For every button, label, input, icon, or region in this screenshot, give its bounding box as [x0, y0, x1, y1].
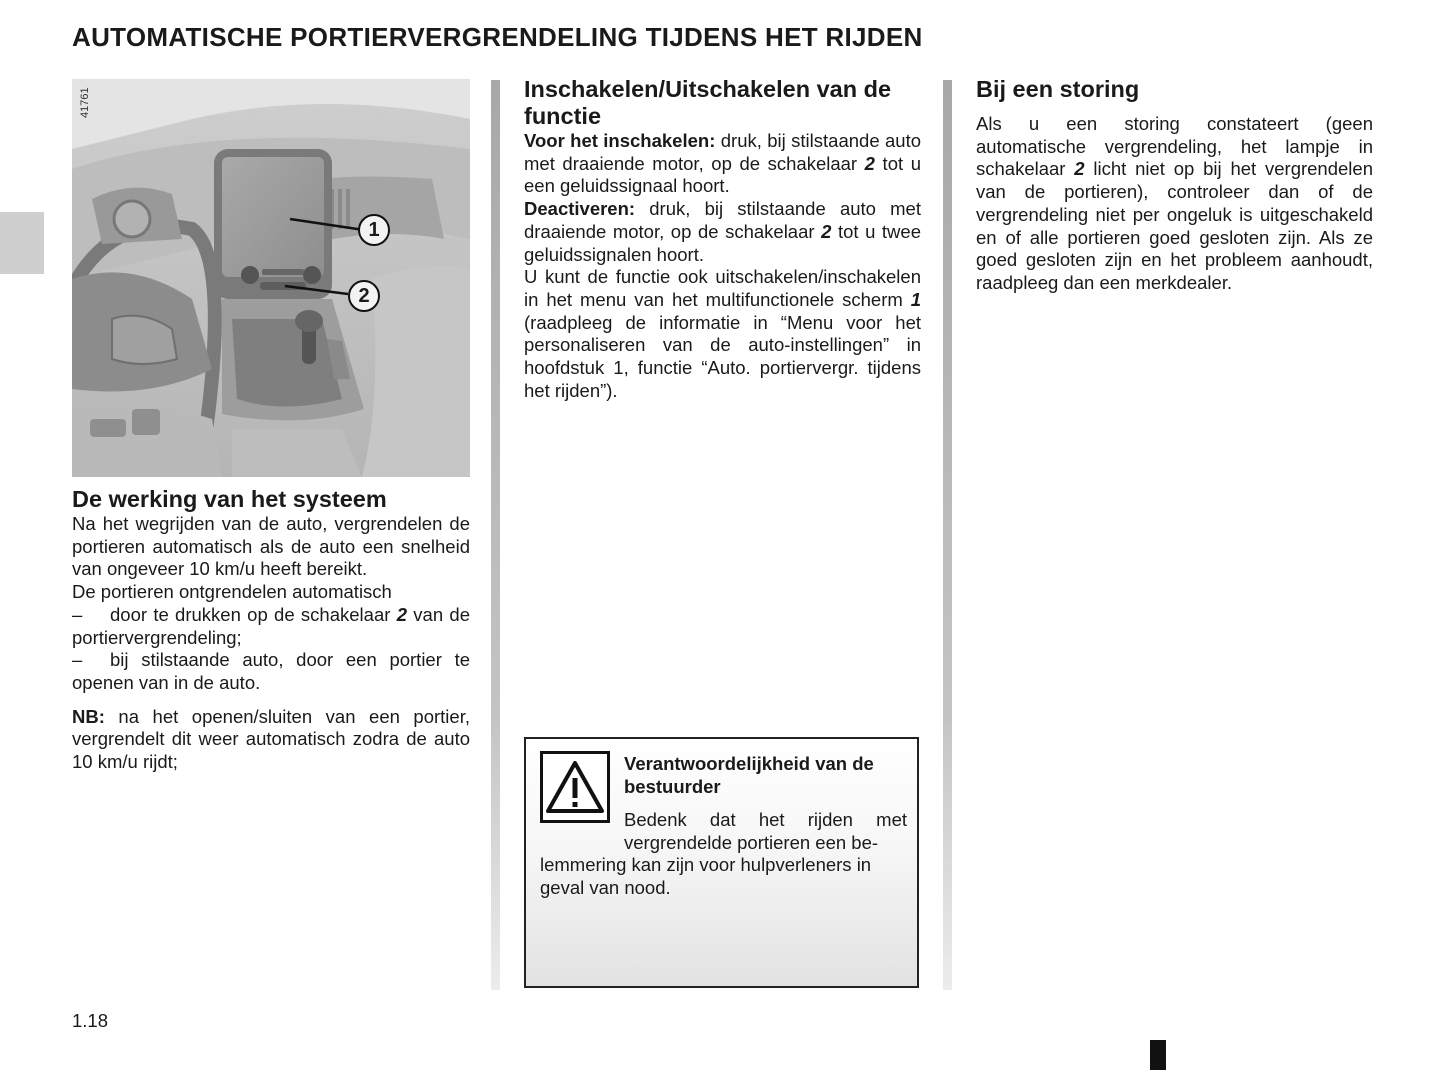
chapter-tab-marker [0, 212, 44, 274]
disable-text: tot u twee geluidssignalen hoort. [524, 220, 921, 265]
switch-reference: 2 [1074, 158, 1085, 180]
middle-column [524, 76, 921, 402]
dashboard-illustration [72, 79, 470, 477]
operation-paragraph: Na het wegrijden van de auto, vergrendelen de portieren automatisch als de auto een snelheid van ongeveer 10 km/u heeft bereikt. [72, 513, 470, 580]
enable-text: druk, bij stilstaande auto met draaiende motor, op de schakelaar [524, 130, 922, 174]
figure-code: 41761 [79, 87, 91, 118]
switch-reference: 2 [821, 220, 832, 242]
bullet-text: van de portiervergrendeling; [72, 603, 471, 648]
menu-text: U kunt de functie ook uitschakelen/inschakelen in het menu van het multifunctionele scherm [524, 266, 921, 310]
screen-reference: 1 [910, 288, 921, 310]
menu-paragraph [524, 266, 921, 402]
section-heading-toggle: Inschakelen/Uitschakelen van de functie [524, 76, 892, 129]
enable-paragraph [524, 130, 921, 198]
warning-body-rest: lemmering kan zijn voor hulpverleners in geval van nood. [540, 854, 872, 899]
column-divider-2 [943, 80, 952, 990]
callout-1: 1 [358, 214, 390, 246]
nb-text: na het openen/sluiten van een portier, vergrendelt dit weer automatisch zodra de auto 10 km/u rijdt; [72, 705, 470, 773]
callout-2: 2 [348, 280, 380, 312]
unlock-bullet-2 [72, 649, 470, 694]
section-heading-operation: De werking van het systeem [72, 486, 387, 512]
unlock-intro: De portieren ontgrendelen automatisch [72, 581, 392, 603]
switch-reference: 2 [396, 603, 407, 625]
disable-text: druk, bij stilstaande auto met draaiende motor, op de schakelaar [524, 198, 921, 242]
bullet-dash: – [72, 649, 83, 671]
enable-label: Voor het inschakelen: [524, 130, 716, 151]
fault-text: licht niet op bij het vergrendelen van de portieren), controleer dan of de vergrendeling niet per ongeluk is uitgeschakeld en of alle portieren goed gesloten zijn. Als ze goed gesloten zijn en het probleem aanhoudt, raadpleeg dan een merkdealer. [976, 158, 1373, 293]
fault-paragraph [976, 113, 1373, 295]
menu-text: (raadpleeg de informatie in “Menu voor het personaliseren van de auto-instellingen” in hoofdstuk 1, functie “Auto. portiervergr. tijdens het rijden”). [524, 311, 921, 401]
switch-reference: 2 [864, 152, 875, 174]
right-column [976, 76, 1373, 295]
unlock-bullet-1 [72, 604, 470, 649]
nb-label: NB: [72, 705, 105, 727]
enable-text: tot u een geluidssignaal hoort. [524, 152, 921, 197]
warning-body [540, 809, 907, 900]
bullet-text: bij stilstaande auto, door een portier te openen van in de auto. [72, 649, 470, 693]
warning-title: Verantwoordelijkheid van de bestuurder [624, 753, 874, 797]
fault-text: Als u een storing constateert (geen automatische vergrendeling, het lampje in schakelaar [976, 113, 1373, 180]
section-heading-fault: Bij een storing [976, 76, 1140, 102]
column-divider-1 [491, 80, 500, 990]
bullet-dash: – [72, 603, 83, 625]
dashboard-drawing [72, 79, 470, 477]
left-column [72, 486, 470, 774]
warning-body-lead: Bedenk dat het rijden met vergrendelde portieren een be- [624, 809, 907, 853]
page-title: AUTOMATISCHE PORTIERVERGRENDELING TIJDENS HET RIJDEN [72, 22, 923, 52]
page-edge-marker [1150, 1040, 1166, 1070]
nb-note [72, 706, 470, 774]
bullet-text: door te drukken op de schakelaar [110, 603, 397, 625]
disable-paragraph [524, 198, 921, 266]
page-number: 1.18 [72, 1010, 109, 1031]
warning-box [524, 737, 919, 988]
disable-label: Deactiveren: [524, 198, 636, 220]
